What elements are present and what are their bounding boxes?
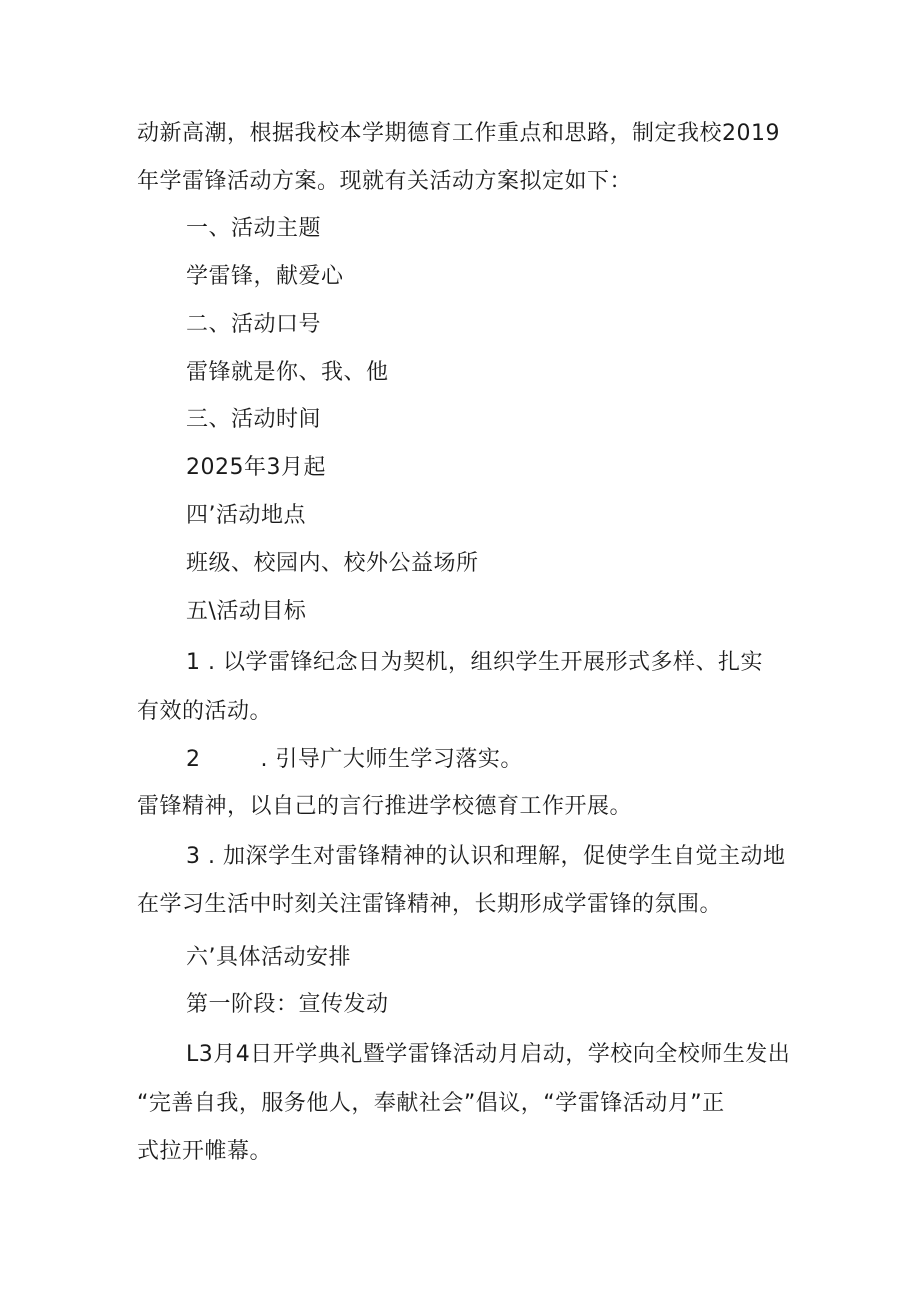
- text-line: 动新高潮，根据我校本学期德育工作重点和思路，制定我校2019: [137, 121, 780, 146]
- section-heading: 一、活动主题: [186, 216, 322, 241]
- text-line: 在学习生活中时刻关注雷锋精神，长期形成学雷锋的氛围。: [137, 892, 723, 917]
- text-line: L3月4日开学典礼暨学雷锋活动月启动，学校向全校师生发出: [186, 1042, 791, 1067]
- section-heading: 二、活动口号: [186, 312, 322, 337]
- list-item: 1 . 以学雷锋纪念日为契机，组织学生开展形式多样、扎实: [186, 650, 763, 675]
- section-heading: 四’活动地点: [186, 503, 306, 528]
- text-line: 2025年3月起: [186, 455, 326, 480]
- text-line: 式拉开帷幕。: [137, 1139, 273, 1164]
- section-heading: 五\活动目标: [186, 599, 307, 624]
- list-item: 3 . 加深学生对雷锋精神的认识和理解，促使学生自觉主动地: [186, 844, 786, 869]
- section-heading: 六’具体活动安排: [186, 945, 351, 970]
- section-heading: 三、活动时间: [186, 407, 322, 432]
- text-line: 雷锋就是你、我、他: [186, 360, 389, 385]
- list-item: 2 . 引导广大师生学习落实。: [186, 747, 523, 772]
- text-line: 年学雷锋活动方案。现就有关活动方案拟定如下：: [137, 169, 633, 194]
- text-line: 雷锋精神，以自己的言行推进学校德育工作开展。: [137, 794, 633, 819]
- text-line: 班级、校园内、校外公益场所: [186, 551, 479, 576]
- text-line: “完善自我，服务他人，奉献社会”倡议，“学雷锋活动月”正: [137, 1091, 725, 1116]
- text-line: 学雷锋，献爱心: [186, 264, 344, 289]
- text-line: 有效的活动。: [137, 699, 273, 724]
- text-line: 第一阶段：宣传发动: [186, 992, 389, 1017]
